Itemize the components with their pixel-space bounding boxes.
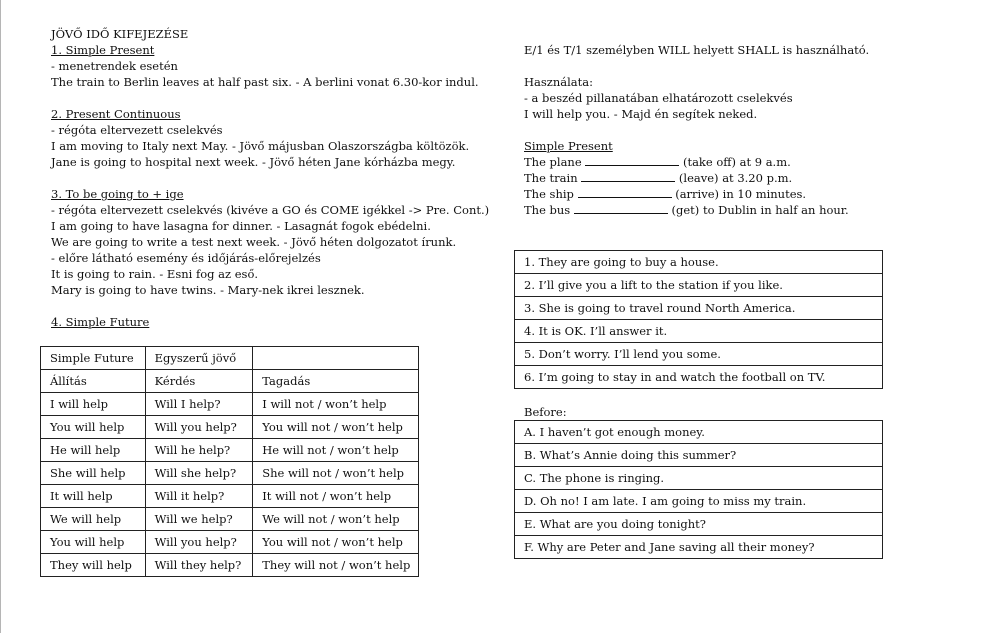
table-cell: He will not / won’t help (253, 439, 419, 462)
table-cell: We will not / won’t help (253, 508, 419, 531)
exercise-heading: Simple Present (524, 139, 613, 153)
before-cell: A. I haven’t got enough money. (515, 421, 883, 444)
table-cell: You will help (41, 416, 146, 439)
sentences-table (514, 250, 883, 389)
table-cell: I will not / won’t help (253, 393, 419, 416)
table-cell: He will help (41, 439, 146, 462)
shall-note: E/1 és T/1 személyben WILL helyett SHALL is használható. (524, 43, 870, 57)
table-cell: We will help (41, 508, 146, 531)
table-cell: Will they help? (145, 554, 253, 577)
table-cell: Will he help? (145, 439, 253, 462)
answer-blank[interactable] (585, 154, 679, 166)
before-row (515, 444, 883, 467)
sentence-row (515, 274, 883, 297)
text-line: Jane is going to hospital next week. - Jövő héten Jane kórházba megy. (51, 155, 456, 169)
table-cell: You will help (41, 531, 146, 554)
table-row (41, 370, 419, 393)
exercise-subject: The train (524, 171, 578, 185)
before-row (515, 536, 883, 559)
before-row (515, 490, 883, 513)
section-heading-simple-present: 1. Simple Present (51, 43, 155, 57)
exercise-subject: The bus (524, 203, 571, 217)
table-cell: Will it help? (145, 485, 253, 508)
before-cell: E. What are you doing tonight? (515, 513, 883, 536)
exercise-subject: The plane (524, 155, 582, 169)
table-cell: Will she help? (145, 462, 253, 485)
text-line: - régóta eltervezett cselekvés (51, 123, 223, 137)
table-cell: It will help (41, 485, 146, 508)
page-edge (0, 0, 1, 633)
table-cell: You will not / won’t help (253, 416, 419, 439)
sentence-row (515, 251, 883, 274)
table-cell: Egyszerű jövő (145, 347, 253, 370)
before-table (514, 420, 883, 559)
exercise-line (524, 186, 869, 202)
before-row (515, 467, 883, 490)
table-row (41, 485, 419, 508)
section-heading-present-continuous: 2. Present Continuous (51, 107, 181, 121)
table-cell: They will help (41, 554, 146, 577)
text-line: - előre látható esemény és időjárás-előrejelzés (51, 251, 321, 265)
table-cell: Will you help? (145, 416, 253, 439)
table-cell (253, 347, 419, 370)
table-cell: I will help (41, 393, 146, 416)
sentence-cell: 1. They are going to buy a house. (515, 251, 883, 274)
exercise-verb: (take off) at 9 a.m. (682, 155, 791, 169)
text-line: - régóta eltervezett cselekvés (kivéve a GO és COME igékkel -> Pre. Cont.) (51, 203, 490, 217)
table-row (41, 439, 419, 462)
text-line: I am moving to Italy next May. - Jövő májusban Olaszországba költözök. (51, 139, 470, 153)
table-cell: Will I help? (145, 393, 253, 416)
before-label: Before: (524, 405, 567, 419)
sentence-row (515, 343, 883, 366)
right-column (524, 42, 869, 218)
answer-blank[interactable] (578, 186, 672, 198)
text-line: I will help you. - Majd én segítek neked. (524, 107, 758, 121)
sentence-cell: 2. I’ll give you a lift to the station if you like. (515, 274, 883, 297)
exercise-verb: (get) to Dublin in half an hour. (671, 203, 849, 217)
sentence-row (515, 320, 883, 343)
exercise-line (524, 170, 869, 186)
answer-blank[interactable] (581, 170, 675, 182)
section-heading-simple-future: 4. Simple Future (51, 315, 150, 329)
before-cell: D. Oh no! I am late. I am going to miss my train. (515, 490, 883, 513)
table-cell: Will we help? (145, 508, 253, 531)
before-row (515, 513, 883, 536)
usage-heading: Használata: (524, 75, 593, 89)
simple-future-table (40, 346, 419, 577)
text-line: The train to Berlin leaves at half past six. - A berlini vonat 6.30-kor indul. (51, 75, 479, 89)
text-line: - a beszéd pillanatában elhatározott cselekvés (524, 91, 793, 105)
table-row (41, 462, 419, 485)
table-cell: Kérdés (145, 370, 253, 393)
table-cell: It will not / won’t help (253, 485, 419, 508)
table-cell: Will you help? (145, 531, 253, 554)
left-column (51, 26, 489, 330)
text-line: We are going to write a test next week. - Jövő héten dolgozatot írunk. (51, 235, 457, 249)
exercise-subject: The ship (524, 187, 574, 201)
text-line: Mary is going to have twins. - Mary-nek ikrei lesznek. (51, 283, 365, 297)
table-cell: She will help (41, 462, 146, 485)
table-row (41, 393, 419, 416)
before-row (515, 421, 883, 444)
sentence-cell: 3. She is going to travel round North America. (515, 297, 883, 320)
table-row (41, 531, 419, 554)
text-line: - menetrendek esetén (51, 59, 178, 73)
text-line: I am going to have lasagna for dinner. - Lasagnát fogok ebédelni. (51, 219, 431, 233)
table-cell: Tagadás (253, 370, 419, 393)
sentence-cell: 5. Don’t worry. I’ll lend you some. (515, 343, 883, 366)
answer-blank[interactable] (574, 202, 668, 214)
before-cell: F. Why are Peter and Jane saving all their money? (515, 536, 883, 559)
table-cell: She will not / won’t help (253, 462, 419, 485)
exercise-verb: (leave) at 3.20 p.m. (678, 171, 793, 185)
page-title: JÖVŐ IDŐ KIFEJEZÉSE (51, 27, 189, 41)
table-row (41, 554, 419, 577)
table-cell: You will not / won’t help (253, 531, 419, 554)
sentence-row (515, 297, 883, 320)
sentence-cell: 4. It is OK. I’ll answer it. (515, 320, 883, 343)
table-row (41, 347, 419, 370)
sentence-row (515, 366, 883, 389)
sentence-cell: 6. I’m going to stay in and watch the football on TV. (515, 366, 883, 389)
table-row (41, 508, 419, 531)
exercise-verb: (arrive) in 10 minutes. (675, 187, 807, 201)
table-cell: Simple Future (41, 347, 146, 370)
text-line: It is going to rain. - Esni fog az eső. (51, 267, 259, 281)
section-heading-going-to: 3. To be going to + ige (51, 187, 184, 201)
exercise-line (524, 154, 869, 170)
table-cell: They will not / won’t help (253, 554, 419, 577)
before-cell: B. What’s Annie doing this summer? (515, 444, 883, 467)
table-row (41, 416, 419, 439)
table-cell: Állítás (41, 370, 146, 393)
exercise-line (524, 202, 869, 218)
before-cell: C. The phone is ringing. (515, 467, 883, 490)
